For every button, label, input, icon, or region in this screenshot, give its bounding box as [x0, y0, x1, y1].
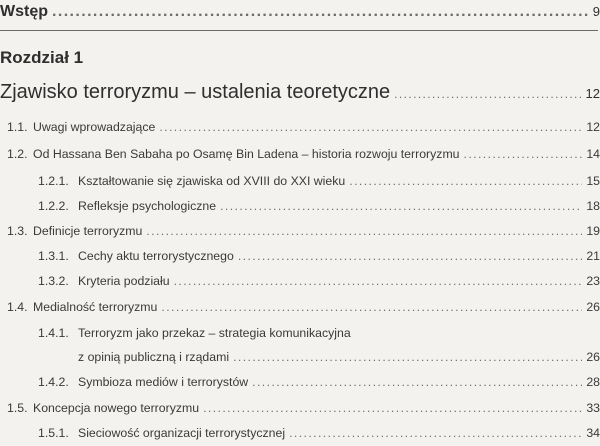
section-title: Kształtowanie się zjawiska od XVIII do XXI wieku: [78, 174, 346, 188]
intro-title: Wstęp: [0, 3, 48, 20]
section-number: 1.5.: [7, 401, 28, 415]
toc-entry-intro[interactable]: [0, 3, 600, 21]
section-title: Koncepcja nowego terroryzmu: [33, 401, 200, 415]
page-number: 18: [586, 199, 600, 213]
toc-entry-1-4[interactable]: [0, 300, 600, 314]
page-number: 12: [586, 120, 600, 134]
leader-dots: [238, 249, 582, 263]
toc-entry-1-2-2[interactable]: [0, 199, 600, 213]
toc-entry-1-3[interactable]: [0, 224, 600, 238]
leader-dots: [146, 224, 582, 238]
section-title: Cechy aktu terrorystycznego: [78, 249, 234, 263]
page-number: 23: [586, 274, 600, 288]
chapter-label: [0, 48, 600, 68]
page-number: 34: [586, 426, 600, 440]
leader-dots: [161, 300, 582, 314]
leader-dots: [233, 350, 582, 364]
toc-entry-1-2[interactable]: [0, 147, 600, 161]
toc-entry-1-5[interactable]: [0, 401, 600, 415]
section-title: Symbioza mediów i terrorystów: [78, 375, 249, 389]
page-number: 21: [586, 249, 600, 263]
divider-line: [0, 30, 598, 31]
toc-entry-1-5-1[interactable]: [0, 426, 600, 440]
section-title: Od Hassana Ben Sabaha po Osamę Bin Ladena – historia rozwoju terroryzmu: [33, 147, 460, 161]
page-number: 12: [585, 86, 600, 101]
section-number: 1.1.: [7, 120, 28, 134]
page-number: 26: [586, 350, 600, 364]
section-title: Medialność terroryzmu: [33, 300, 158, 314]
leader-dots: [203, 401, 582, 415]
toc-entry-1-4-1[interactable]: [0, 326, 600, 340]
toc-entry-1-2-1[interactable]: [0, 174, 600, 188]
leader-dots: [349, 174, 582, 188]
page-number: 19: [586, 224, 600, 238]
toc-entry-1-3-2[interactable]: [0, 274, 600, 288]
section-number: 1.3.: [7, 224, 28, 238]
page-number: 14: [586, 147, 600, 161]
chapter-title: Zjawisko terroryzmu – ustalenia teoretyczne: [0, 81, 391, 103]
section-title: Uwagi wprowadzające: [33, 120, 156, 134]
toc-entry-1-4-1-cont[interactable]: [0, 350, 600, 364]
leader-dots: [289, 426, 582, 440]
leader-dots: [464, 147, 583, 161]
toc-entry-chapter[interactable]: [0, 81, 600, 104]
leader-dots: [159, 120, 582, 134]
section-number: 1.5.1.: [38, 426, 69, 440]
page-number: 26: [586, 300, 600, 314]
section-title-continuation: z opinią publiczną i rządami: [78, 350, 230, 364]
section-title: Definicje terroryzmu: [33, 224, 143, 238]
section-title: Sieciowość organizacji terrorystycznej: [78, 426, 286, 440]
leader-dots: [252, 375, 582, 389]
section-number: 1.2.1.: [38, 174, 69, 188]
leader-dots: [52, 3, 589, 21]
section-title: Terroryzm jako przekaz – strategia komunikacyjna: [78, 326, 351, 340]
page-number: 33: [586, 401, 600, 415]
page-number: 28: [586, 375, 600, 389]
toc-entry-1-3-1[interactable]: [0, 249, 600, 263]
section-number: 1.3.1.: [38, 249, 69, 263]
section-number: 1.2.: [7, 147, 28, 161]
leader-dots: [174, 274, 583, 288]
section-number: 1.2.2.: [38, 199, 69, 213]
page-number: 9: [592, 4, 600, 19]
section-number: 1.3.2.: [38, 274, 69, 288]
toc-entry-1-1[interactable]: [0, 120, 600, 134]
page-number: 15: [586, 174, 600, 188]
section-number: 1.4.2.: [38, 375, 69, 389]
chapter-label-text: Rozdział 1: [0, 48, 84, 67]
section-title: Refleksje psychologiczne: [78, 199, 217, 213]
leader-dots: [394, 87, 581, 101]
toc-entry-1-4-2[interactable]: [0, 375, 600, 389]
section-number: 1.4.1.: [38, 326, 69, 340]
section-number: 1.4.: [7, 300, 28, 314]
leader-dots: [220, 199, 582, 213]
section-title: Kryteria podziału: [78, 274, 170, 288]
